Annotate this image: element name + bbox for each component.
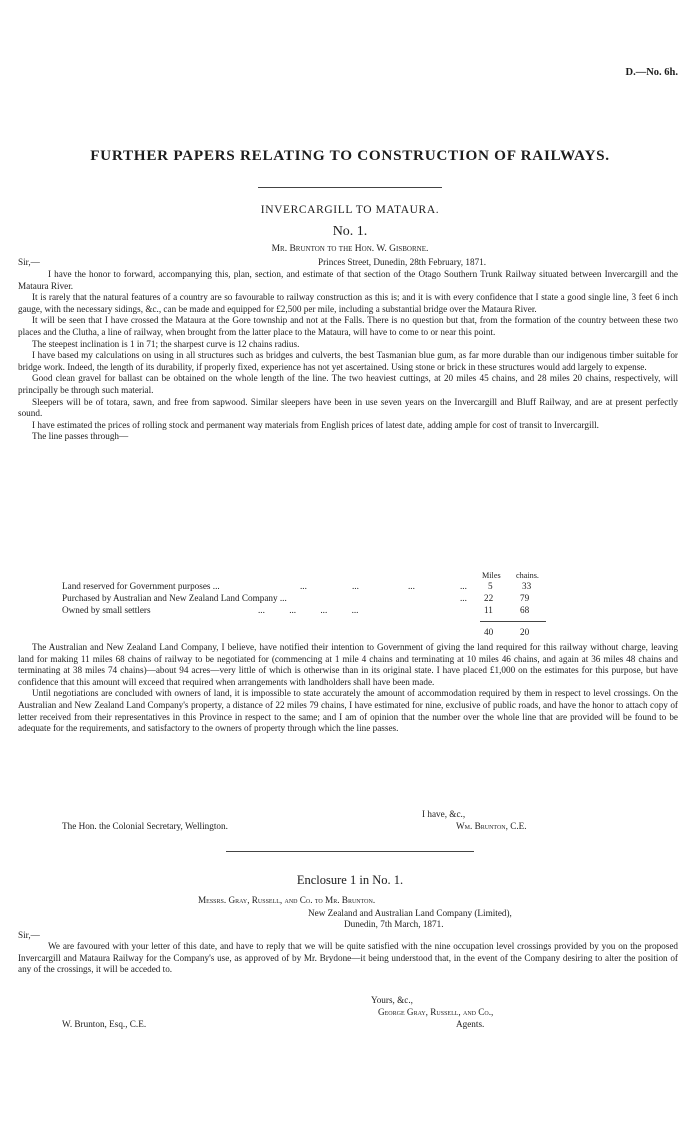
table-cell-miles: 11 bbox=[484, 605, 493, 615]
section-divider bbox=[226, 851, 474, 852]
table-total-miles: 40 bbox=[484, 627, 494, 637]
paragraph: I have the honor to forward, accompanying this, plan, section, and estimate of that section of the Otago Southern Trunk Railway situated between Invercargill and the Mataura River. bbox=[18, 269, 678, 291]
paragraph: I have estimated the prices of rolling stock and permanent way materials from English prices of latest date, adding ample for cost of transit to Invercargill. bbox=[32, 419, 599, 430]
table-row-label: Land reserved for Government purposes ... bbox=[62, 581, 220, 591]
title-divider bbox=[258, 187, 442, 188]
paragraph: The Australian and New Zealand Land Company, I believe, have notified their intention to Government of giving the land required for this railway without charge, leaving land for making 11 miles 68 chains of railway to be negotiated for (commencing at 1 mile 4 chains and terminating at 10 miles 46 chains, and again at 36 miles 48 chains and terminating at 38 miles 74 chains)—about 94 acres—very little of which is otherwise than in its original state. I have placed £1,000 on the estimates for this purpose, but have confidence that this amount will exceed that required when arrangements with landholders shall have been made. bbox=[18, 642, 678, 687]
enclosure-closing: Yours, &c., bbox=[371, 995, 413, 1005]
table-row-dots: ... bbox=[460, 581, 467, 591]
enclosure-body bbox=[18, 941, 678, 976]
paragraph: It will be seen that I have crossed the Mataura at the Gore township and not at the Falls. There is no question but that, from the formation of the country between these two places and the Clutha, a line of railway, when brought from the latter place to the Mataura, will have to come to or near this point. bbox=[18, 315, 678, 337]
enclosure-heading: Enclosure 1 in No. 1. bbox=[296, 873, 404, 887]
paragraph: It is rarely that the natural features of a country are so favourable to railway construction as this is; and it is with every confidence that I state a good single line, 3 feet 6 inch gauge, with the necessary sidings, &c., can be made and equipped for £2,500 per mile, including a substantial bridge over the Mataura River. bbox=[18, 292, 678, 314]
letter-closing: I have, &c., bbox=[422, 809, 466, 819]
enclosure-signature: George Gray, Russell, and Co., bbox=[378, 1007, 494, 1017]
paragraph: Good clean gravel for ballast can be obtained on the whole length of the line. The two heaviest cuttings, at 20 miles 45 chains, and 28 miles 20 chains, respectively, will principally be through such material. bbox=[18, 373, 678, 395]
paragraph: Sleepers will be of totara, sawn, and free from sapwood. Similar sleepers have been in use seven years on the Invercargill and Bluff Railway, and are at present perfectly sound. bbox=[18, 396, 678, 419]
document-title: FURTHER PAPERS RELATING TO CONSTRUCTION OF RAILWAYS. bbox=[90, 147, 610, 164]
letter-address-date: Princes Street, Dunedin, 28th February, 1871. bbox=[318, 257, 487, 267]
enclosure-addressee: W. Brunton, Esq., C.E. bbox=[62, 1019, 147, 1029]
total-rule bbox=[480, 621, 546, 622]
letter-addressee: The Hon. the Colonial Secretary, Wellington. bbox=[62, 821, 228, 831]
letter-from-line: Mr. Brunton to the Hon. W. Gisborne. bbox=[271, 244, 429, 254]
letter-number: No. 1. bbox=[332, 224, 368, 239]
enclosure-address: New Zealand and Australian Land Company (Limited), bbox=[308, 908, 512, 918]
table-cell-chains: 79 bbox=[520, 593, 530, 603]
enclosure-signature-role: Agents. bbox=[456, 1019, 485, 1029]
paragraph: The line passes through— bbox=[32, 431, 129, 442]
letter-body bbox=[18, 269, 678, 443]
letter-body-continued bbox=[18, 642, 678, 735]
paragraph: Until negotiations are concluded with owners of land, it is impossible to state accurately the amount of accommodation required by them in respect to level crossings. On the Australian and New Zealand Land Company's property, a distance of 22 miles 79 chains, I have estimated for nine, exclusive of public roads, and have the honor to attach copy of letter received from their representatives in this Province in respect to the same; and I am of opinion that the number over the whole line that are provided will be found to be adequate for the requirements, and satisfactory to the owners of property through which the line passes. bbox=[18, 688, 678, 734]
column-header-miles: Miles bbox=[482, 571, 501, 580]
letter-salutation: Sir,— bbox=[18, 257, 40, 267]
letter-signature: Wm. Brunton, C.E. bbox=[456, 821, 527, 831]
table-cell-miles: 5 bbox=[488, 581, 493, 591]
table-row-dots: ... ... ... ... bbox=[258, 605, 359, 615]
table-cell-chains: 68 bbox=[520, 605, 530, 615]
paragraph: We are favoured with your letter of this date, and have to reply that we will be quite satisfied with the nine occupation level crossings provided by you on the proposed Invercargill and Mataura Railway for the Company's use, as approved of by Mr. Brydone—it being understood that, in the event of the Company desiring to alter the position of any of the crossings, it will be acceded to. bbox=[18, 941, 678, 975]
paragraph: The steepest inclination is 1 in 71; the sharpest curve is 12 chains radius. bbox=[32, 338, 300, 349]
paragraph: I have based my calculations on using in all structures such as bridges and culverts, the best Tasmanian blue gum, as far more durable than our indigenous timber suitable for bridge work. Indeed, the length of its durability, if properly fixed, experience has not yet ascertained. Using stone or brick in these structures would add largely to expense. bbox=[18, 350, 678, 372]
column-header-chains: chains. bbox=[516, 571, 539, 580]
table-row-dots: ... bbox=[352, 581, 359, 591]
table-total-chains: 20 bbox=[520, 627, 530, 637]
enclosure-salutation: Sir,— bbox=[18, 930, 40, 940]
document-reference: D.—No. 6h. bbox=[625, 67, 678, 78]
table-row-dots: ... bbox=[460, 593, 467, 603]
enclosure-date: Dunedin, 7th March, 1871. bbox=[344, 919, 444, 929]
table-row-dots: ... bbox=[408, 581, 415, 591]
table-cell-miles: 22 bbox=[484, 593, 494, 603]
table-row-label: Owned by small settlers bbox=[62, 605, 151, 615]
table-row-dots: ... bbox=[300, 581, 307, 591]
section-title: INVERCARGILL TO MATAURA. bbox=[260, 204, 440, 216]
table-cell-chains: 33 bbox=[522, 581, 532, 591]
table-row-label: Purchased by Australian and New Zealand Land Company ... bbox=[62, 593, 287, 603]
enclosure-from-line: Messrs. Gray, Russell, and Co. to Mr. Brunton. bbox=[198, 895, 376, 905]
